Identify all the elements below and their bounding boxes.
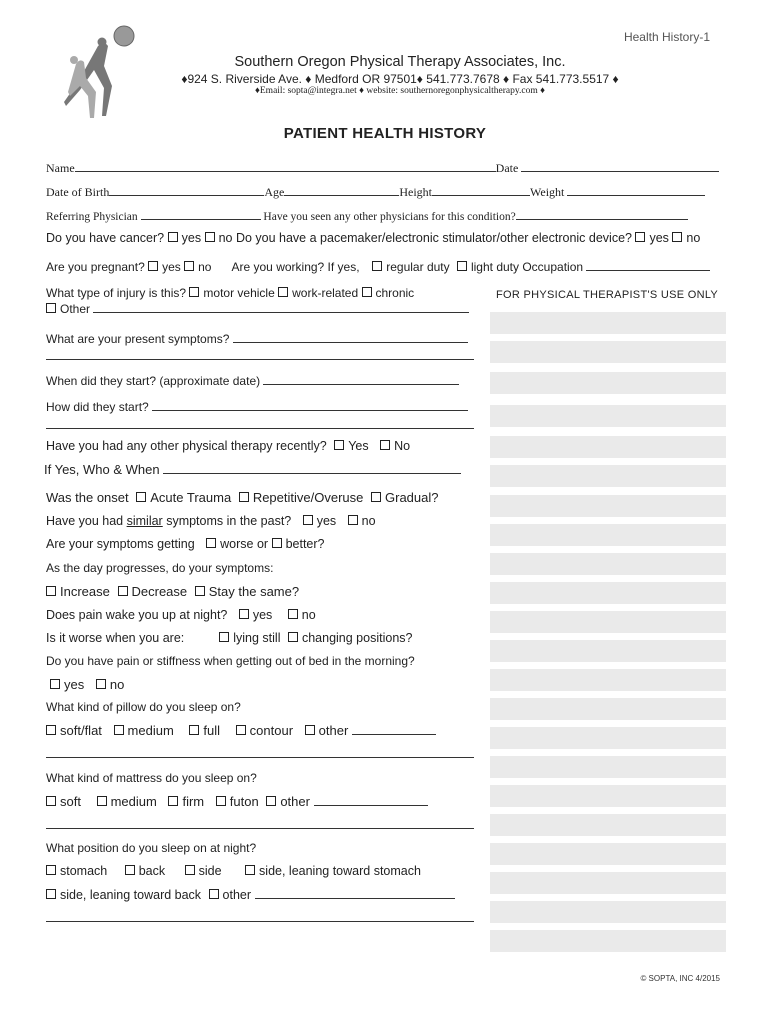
light-duty-checkbox[interactable] [457, 261, 467, 271]
gradual-label: Gradual? [385, 490, 439, 505]
similar-label-underlined: similar [126, 514, 163, 528]
therapist-box-11[interactable] [490, 611, 726, 633]
similar-row [46, 514, 376, 528]
position-row [46, 841, 256, 855]
mattress-other-checkbox[interactable] [266, 796, 276, 806]
mattress-other-label: other [280, 794, 310, 809]
increase-checkbox[interactable] [46, 586, 56, 596]
increase-label: Increase [60, 584, 110, 599]
pregnant-row [46, 259, 710, 274]
similar-label-b: symptoms in the past? [162, 514, 292, 528]
pillow-label: What kind of pillow do you sleep on? [46, 700, 241, 714]
pt-no-checkbox[interactable] [380, 440, 390, 450]
pillow-options-row [46, 723, 436, 738]
similar-label-a: Have you had [46, 514, 127, 528]
symptoms-label: What are your present symptoms? [46, 332, 230, 346]
symptoms-row [46, 331, 468, 346]
footer-copyright: © SOPTA, INC 4/2015 [640, 974, 720, 983]
mattress-line-2[interactable] [46, 828, 474, 829]
therapist-box-1[interactable] [490, 312, 726, 334]
age-label: Age [264, 185, 285, 199]
stiff-yes-checkbox[interactable] [50, 679, 60, 689]
position-options-row-2 [46, 887, 455, 902]
position-side-back-label: side, leaning toward back [60, 888, 202, 902]
lying-still-checkbox[interactable] [219, 632, 229, 642]
day-label: As the day progresses, do your symptoms: [46, 561, 274, 575]
same-label: Stay the same? [208, 584, 300, 599]
decrease-checkbox[interactable] [118, 586, 128, 596]
wake-no-label: no [301, 608, 316, 622]
mattress-other-field[interactable] [314, 794, 428, 806]
wake-label: Does pain wake you up at night? [46, 608, 228, 622]
position-side-stomach-label: side, leaning toward stomach [259, 864, 421, 878]
better-label: better? [285, 537, 325, 551]
therapist-box-7[interactable] [490, 495, 726, 517]
dob-row [46, 184, 705, 200]
therapist-box-21[interactable] [490, 901, 726, 923]
position-stomach-label: stomach [60, 864, 108, 878]
name-label: Name [46, 161, 75, 175]
cancer-label: Do you have cancer? [46, 231, 165, 245]
how-label: How did they start? [46, 400, 149, 414]
cancer-no-checkbox[interactable] [205, 232, 215, 242]
therapist-box-8[interactable] [490, 524, 726, 546]
work-related-checkbox[interactable] [278, 287, 288, 297]
position-side-checkbox[interactable] [185, 865, 195, 875]
pillow-other-field[interactable] [352, 723, 436, 735]
therapist-box-22[interactable] [490, 930, 726, 952]
height-field[interactable] [432, 184, 530, 196]
age-field[interactable] [284, 184, 399, 196]
similar-yes-label: yes [316, 514, 337, 528]
pt-row [46, 439, 410, 453]
getting-row [46, 537, 325, 551]
mattress-futon-label: futon [229, 794, 259, 809]
symptoms-line-2[interactable] [46, 359, 474, 360]
pt-yes-checkbox[interactable] [334, 440, 344, 450]
acute-trauma-checkbox[interactable] [136, 492, 146, 502]
same-checkbox[interactable] [195, 586, 205, 596]
onset-row [46, 490, 438, 505]
symptoms-field[interactable] [233, 331, 468, 343]
wake-row [46, 608, 316, 622]
how-field[interactable] [152, 399, 468, 411]
stiff-no-checkbox[interactable] [96, 679, 106, 689]
position-other-field[interactable] [255, 887, 455, 899]
decrease-label: Decrease [131, 584, 188, 599]
pillow-softflat-label: soft/flat [60, 723, 102, 738]
mattress-futon-checkbox[interactable] [216, 796, 226, 806]
page-title: PATIENT HEALTH HISTORY [283, 125, 487, 142]
position-side-back-checkbox[interactable] [46, 889, 56, 899]
org-name: Southern Oregon Physical Therapy Associates, Inc. [234, 54, 566, 70]
pt-no-label: No [394, 439, 411, 453]
how-row [46, 399, 468, 414]
mattress-label: What kind of mattress do you sleep on? [46, 771, 257, 785]
date-label: Date [495, 161, 519, 175]
date-field[interactable] [521, 160, 719, 172]
onset-label: Was the onset [46, 490, 129, 505]
position-side-stomach-checkbox[interactable] [245, 865, 255, 875]
contact-line: ♦Email: sopta@integra.net ♦ website: southernoregonphysicaltherapy.com ♦ [255, 86, 545, 96]
position-back-checkbox[interactable] [125, 865, 135, 875]
pregnant-yes-label: yes [162, 260, 181, 274]
position-back-label: back [138, 864, 166, 878]
injury-other-checkbox[interactable] [46, 303, 56, 313]
day-row [46, 561, 273, 575]
start-field[interactable] [263, 373, 459, 385]
therapist-box-20[interactable] [490, 872, 726, 894]
occupation-label: Occupation [522, 260, 584, 274]
ifyes-row [44, 462, 461, 477]
address-line: ♦924 S. Riverside Ave. ♦ Medford OR 97501♦ 541.773.7678 ♦ Fax 541.773.5517 ♦ [181, 72, 619, 86]
mattress-soft-label: soft [60, 794, 81, 809]
repetitive-checkbox[interactable] [239, 492, 249, 502]
dob-field[interactable] [109, 184, 264, 196]
mattress-medium-label: medium [110, 794, 157, 809]
pillow-other-checkbox[interactable] [305, 725, 315, 735]
getting-label: Are your symptoms getting [46, 537, 195, 551]
repetitive-label: Repetitive/Overuse [252, 490, 364, 505]
working-label: Are you working? If yes, [231, 260, 360, 274]
wake-yes-checkbox[interactable] [239, 609, 249, 619]
start-label: When did they start? (approximate date) [46, 374, 261, 388]
wake-yes-label: yes [252, 608, 273, 622]
worse-checkbox[interactable] [206, 538, 216, 548]
changing-positions-label: changing positions? [301, 631, 413, 645]
referring-row [46, 208, 688, 223]
occupation-field[interactable] [586, 259, 710, 271]
mattress-firm-checkbox[interactable] [168, 796, 178, 806]
cancer-row [46, 231, 700, 245]
position-label: What position do you sleep on at night? [46, 841, 257, 855]
name-date-row [46, 160, 719, 176]
stiff-yes-label: yes [64, 677, 85, 692]
referring-label: Referring Physician [46, 211, 138, 223]
similar-no-checkbox[interactable] [348, 515, 358, 525]
light-duty-label: light duty [470, 260, 519, 274]
therapist-box-10[interactable] [490, 582, 726, 604]
pacemaker-no-label: no [686, 231, 701, 245]
pregnant-no-label: no [198, 260, 212, 274]
mattress-firm-label: firm [182, 794, 205, 809]
similar-yes-checkbox[interactable] [303, 515, 313, 525]
worsewhen-row [46, 631, 412, 645]
therapist-box-2[interactable] [490, 341, 726, 363]
therapist-box-4[interactable] [490, 405, 726, 427]
position-other-label: other [222, 888, 252, 902]
position-other-checkbox[interactable] [209, 889, 219, 899]
pt-yes-label: Yes [348, 439, 369, 453]
therapist-box-16[interactable] [490, 756, 726, 778]
pacemaker-yes-checkbox[interactable] [635, 232, 645, 242]
pillow-medium-checkbox[interactable] [114, 725, 124, 735]
pillow-contour-label: contour [249, 723, 294, 738]
weight-field[interactable] [567, 184, 705, 196]
injury-other-field[interactable] [93, 301, 469, 313]
position-options-row [46, 864, 421, 878]
pregnant-label: Are you pregnant? [46, 260, 145, 274]
stiff-label: Do you have pain or stiffness when getting out of bed in the morning? [46, 654, 415, 668]
ifyes-field[interactable] [163, 462, 461, 474]
therapist-box-5[interactable] [490, 436, 726, 458]
mattress-row [46, 771, 257, 785]
pillow-full-label: full [203, 723, 221, 738]
other-phys-label: Have you seen any other physicians for this condition? [263, 211, 516, 223]
worse-label: worse or [220, 537, 269, 551]
work-related-label: work-related [292, 286, 359, 300]
regular-duty-label: regular duty [386, 260, 450, 274]
injury-other-row [46, 301, 469, 316]
stiff-no-label: no [109, 677, 125, 692]
position-stomach-checkbox[interactable] [46, 865, 56, 875]
cancer-yes-label: yes [181, 231, 202, 245]
pregnant-no-checkbox[interactable] [184, 261, 194, 271]
therapist-box-9[interactable] [490, 553, 726, 575]
pillow-medium-label: medium [127, 723, 174, 738]
stiff-row [46, 654, 415, 668]
stiff-answer-row [50, 677, 124, 692]
start-row [46, 373, 459, 388]
cancer-no-label: no [218, 231, 233, 245]
pillow-contour-checkbox[interactable] [236, 725, 246, 735]
name-field[interactable] [75, 160, 496, 172]
wake-no-checkbox[interactable] [288, 609, 298, 619]
referring-field[interactable] [141, 208, 261, 220]
gradual-checkbox[interactable] [371, 492, 381, 502]
injury-label: What type of injury is this? [46, 286, 187, 300]
injury-row [46, 286, 414, 300]
ifyes-label: If Yes, Who & When [44, 462, 160, 477]
changing-positions-checkbox[interactable] [288, 632, 298, 642]
therapist-box-14[interactable] [490, 698, 726, 720]
pregnant-yes-checkbox[interactable] [148, 261, 158, 271]
pillow-other-label: other [318, 723, 349, 738]
therapist-use-label: FOR PHYSICAL THERAPIST'S USE ONLY [496, 289, 719, 301]
pacemaker-yes-label: yes [649, 231, 669, 245]
therapist-box-3[interactable] [490, 372, 726, 394]
therapist-box-18[interactable] [490, 814, 726, 836]
motor-vehicle-label: motor vehicle [203, 286, 275, 300]
acute-trauma-label: Acute Trauma [150, 490, 232, 505]
pillow-line-2[interactable] [46, 757, 474, 758]
better-checkbox[interactable] [272, 538, 282, 548]
therapist-box-6[interactable] [490, 465, 726, 487]
therapist-box-12[interactable] [490, 640, 726, 662]
other-phys-field[interactable] [516, 208, 688, 220]
mattress-options-row [46, 794, 428, 809]
lying-still-label: lying still [233, 631, 281, 645]
injury-other-label: Other [60, 302, 91, 316]
cancer-yes-checkbox[interactable] [168, 232, 178, 242]
therapist-box-13[interactable] [490, 669, 726, 691]
chronic-label: chronic [375, 286, 415, 300]
regular-duty-checkbox[interactable] [372, 261, 382, 271]
pillow-full-checkbox[interactable] [189, 725, 199, 735]
pt-label: Have you had any other physical therapy recently? [46, 439, 327, 453]
position-line-2[interactable] [46, 921, 474, 922]
pacemaker-label: Do you have a pacemaker/electronic stimulator/other electronic device? [235, 231, 632, 245]
therapist-box-19[interactable] [490, 843, 726, 865]
dob-label: Date of Birth [46, 185, 110, 199]
page-label: Health History-1 [623, 30, 710, 44]
pacemaker-no-checkbox[interactable] [672, 232, 682, 242]
pillow-row [46, 700, 241, 714]
motor-vehicle-checkbox[interactable] [189, 287, 199, 297]
mattress-medium-checkbox[interactable] [97, 796, 107, 806]
how-line-2[interactable] [46, 428, 474, 429]
chronic-checkbox[interactable] [362, 287, 372, 297]
pillow-softflat-checkbox[interactable] [46, 725, 56, 735]
position-side-label: side [198, 864, 222, 878]
progress-row [46, 584, 299, 599]
mattress-soft-checkbox[interactable] [46, 796, 56, 806]
therapist-box-17[interactable] [490, 785, 726, 807]
similar-no-label: no [361, 514, 376, 528]
therapist-box-15[interactable] [490, 727, 726, 749]
height-label: Height [399, 185, 432, 199]
weight-label: Weight [530, 185, 565, 199]
worsewhen-label: Is it worse when you are: [46, 631, 185, 645]
